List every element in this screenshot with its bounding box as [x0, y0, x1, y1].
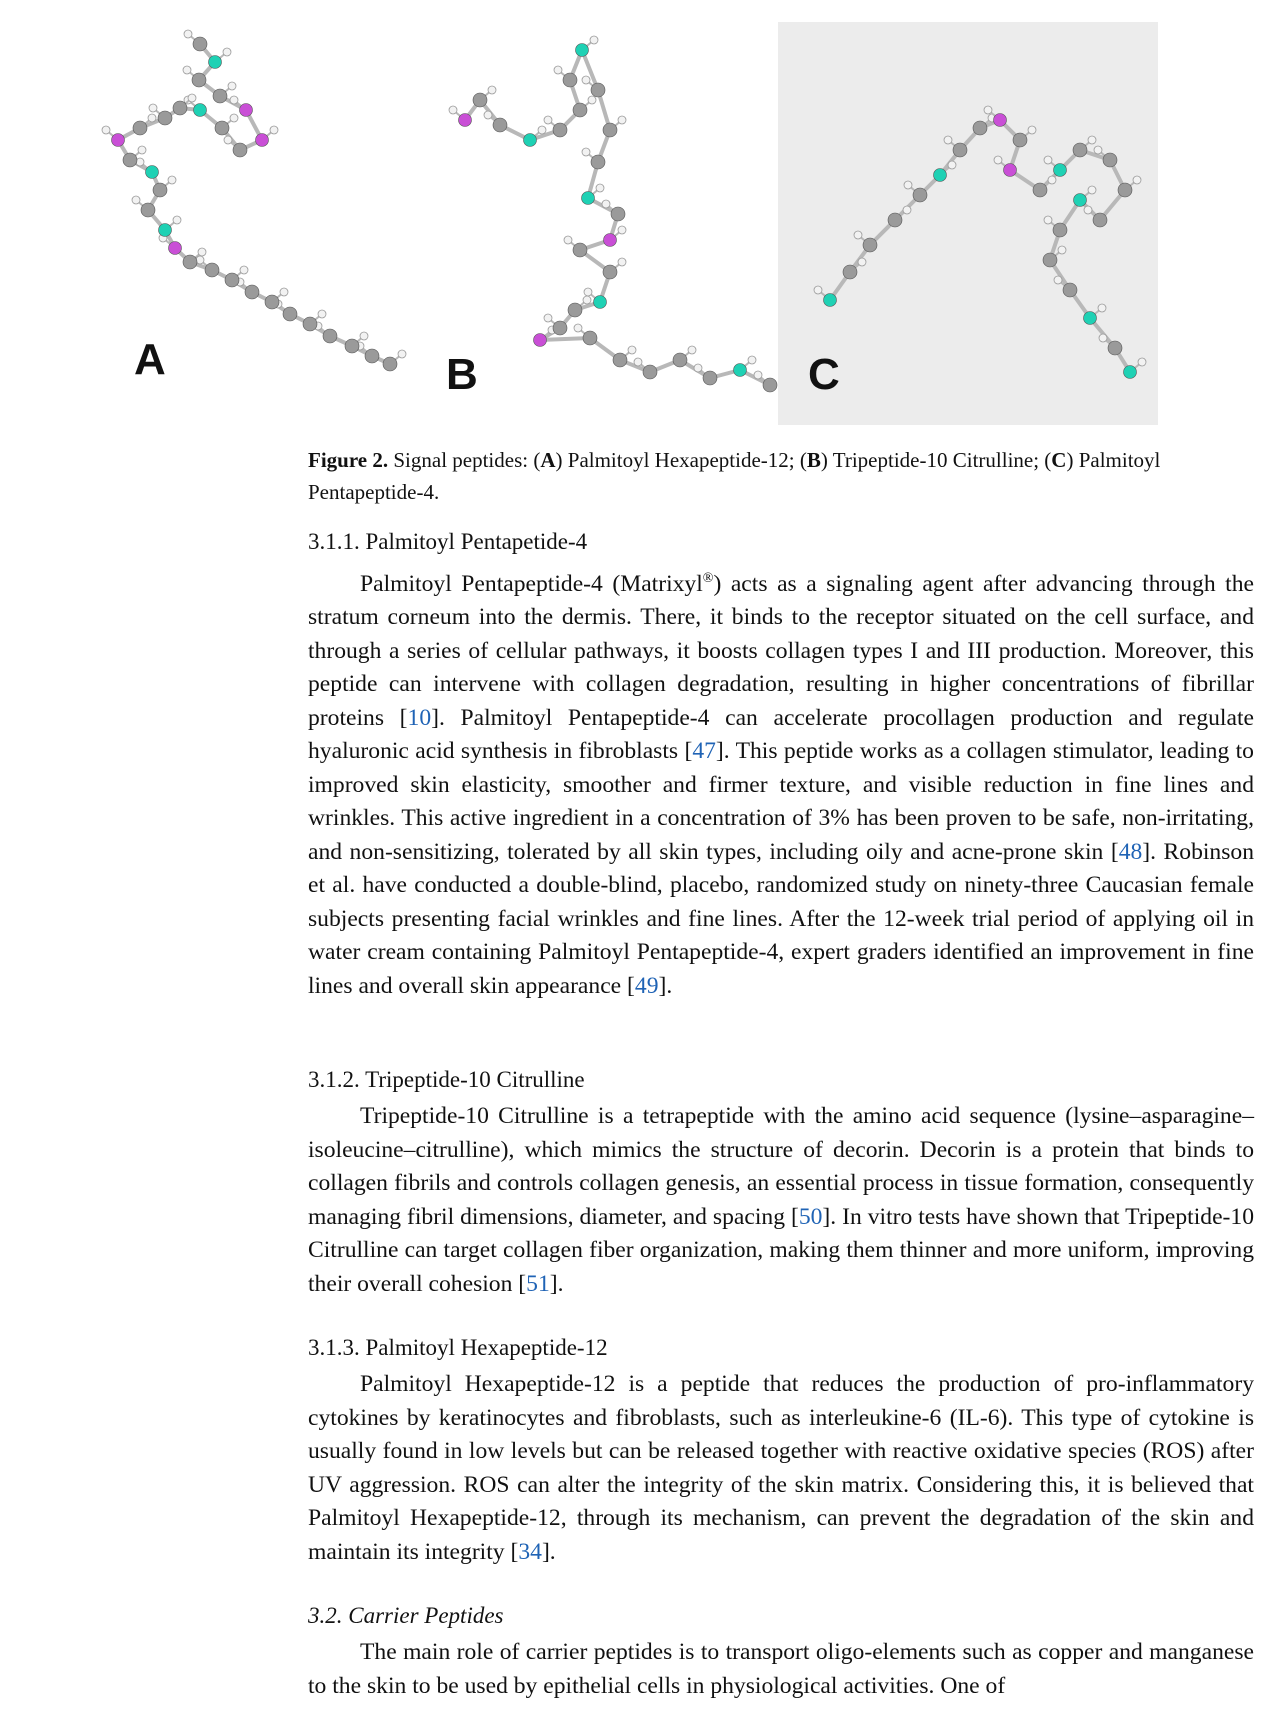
hydrogen-atom	[694, 364, 702, 372]
caption-label: Figure 2.	[308, 448, 389, 472]
carbon-atom	[283, 307, 297, 321]
oxygen-atom	[169, 242, 182, 255]
nitrogen-atom	[934, 169, 947, 182]
carbon-atom	[493, 118, 507, 132]
hydrogen-atom	[574, 324, 582, 332]
hydrogen-atom	[618, 258, 626, 266]
hydrogen-atom	[149, 104, 157, 112]
hydrogen-atom	[688, 346, 696, 354]
carbon-atom	[1118, 183, 1132, 197]
carbon-atom	[205, 263, 219, 277]
carbon-atom	[703, 371, 717, 385]
hydrogen-atom	[184, 30, 192, 38]
carbon-atom	[245, 285, 259, 299]
hydrogen-atom	[318, 310, 326, 318]
hydrogen-atom	[544, 116, 552, 124]
hydrogen-atom	[814, 286, 822, 294]
carbon-atom	[1103, 153, 1117, 167]
carbon-atom	[643, 365, 657, 379]
oxygen-atom	[604, 234, 617, 247]
carbon-atom	[568, 303, 582, 317]
caption-text: ) Tripeptide-10 Citrulline; (	[820, 448, 1052, 472]
hydrogen-atom	[240, 266, 248, 274]
hydrogen-atom	[1098, 304, 1106, 312]
carbon-atom	[158, 111, 172, 125]
paragraph-text: ) acts as a signaling agent after advancing through the stratum corneum into the dermis. There, it binds to the receptor situated on the cell surface, and through a series of cellular pathways, it boosts collagen types I and III production. Moreover, this peptide can intervene with collagen degradation, resulting in higher concentrations of fibrillar proteins [	[308, 570, 1254, 731]
paragraph-3-1-1	[308, 562, 1254, 1003]
carbon-atom	[1063, 283, 1077, 297]
hydrogen-atom	[1028, 126, 1036, 134]
hydrogen-atom	[230, 96, 238, 104]
hydrogen-atom	[994, 156, 1002, 164]
citation-link[interactable]: 51	[526, 1270, 550, 1297]
section-heading-3-1-3: 3.1.3. Palmitoyl Hexapeptide-12	[308, 1335, 608, 1360]
section-heading-3-2: 3.2. Carrier Peptides	[308, 1603, 504, 1628]
citation-link[interactable]: 48	[1118, 838, 1143, 865]
hydrogen-atom	[618, 116, 626, 124]
carbon-atom	[1033, 183, 1047, 197]
oxygen-atom	[534, 334, 547, 347]
hydrogen-atom	[618, 226, 626, 234]
carbon-atom	[591, 155, 605, 169]
section-heading-3-1-2: 3.1.2. Tripeptide-10 Citrulline	[308, 1067, 585, 1092]
hydrogen-atom	[138, 146, 146, 154]
paragraph-text: Palmitoyl Hexapeptide-12 is a peptide that reduces the production of pro-inflammatory cytokines by keratinocytes and fibroblasts, such as interleukine-6 (IL-6). This type of cytokine is usually found in low levels but can be released together with reactive oxidative species (ROS) after UV aggression. ROS can alter the integrity of the skin matrix. Considering this, it is believed that Palmitoyl Hexapeptide-12, through its mechanism, can prevent the degradation of the skin and maintain its integrity [	[308, 1371, 1254, 1565]
carbon-atom	[213, 89, 227, 103]
hydrogen-atom	[102, 126, 110, 134]
hydrogen-atom	[1138, 358, 1146, 366]
carbon-atom	[1073, 143, 1087, 157]
registered-mark: ®	[702, 571, 714, 586]
carbon-atom	[553, 321, 567, 335]
carbon-atom	[141, 203, 155, 217]
carbon-atom	[613, 353, 627, 367]
carbon-atom	[673, 353, 687, 367]
carbon-atom	[225, 273, 239, 287]
hydrogen-atom	[858, 258, 866, 266]
hydrogen-atom	[984, 106, 992, 114]
caption-letter-c: C	[1051, 448, 1067, 472]
carbon-atom	[763, 378, 777, 392]
hydrogen-atom	[168, 176, 176, 184]
hydrogen-atom	[223, 48, 231, 56]
hydrogen-atom	[596, 184, 604, 192]
hydrogen-atom	[564, 236, 572, 244]
paragraph-3-1-3	[308, 1368, 1254, 1569]
paragraph-text: ]. Palmitoyl Pentapeptide-4 can accelerate procollagen production and regulate hyaluronic acid synthesis in fibroblasts [	[308, 704, 1254, 765]
section-heading-3-1-1: 3.1.1. Palmitoyl Pentapetide-4	[308, 529, 588, 554]
hydrogen-atom	[754, 371, 762, 379]
hydrogen-atom	[854, 231, 862, 239]
paragraph-text: ].	[541, 1538, 556, 1565]
hydrogen-atom	[948, 161, 956, 169]
hydrogen-atom	[1044, 216, 1052, 224]
citation-link[interactable]: 49	[634, 972, 659, 999]
carbon-atom	[173, 101, 187, 115]
panel-label-a: A	[134, 335, 166, 384]
carbon-atom	[365, 349, 379, 363]
carbon-atom	[1093, 213, 1107, 227]
hydrogen-atom	[1048, 176, 1056, 184]
carbon-atom	[473, 93, 487, 107]
hydrogen-atom	[488, 86, 496, 94]
hydrogen-atom	[584, 288, 592, 296]
hydrogen-atom	[484, 111, 492, 119]
nitrogen-atom	[146, 166, 159, 179]
hydrogen-atom	[590, 36, 598, 44]
nitrogen-atom	[576, 44, 589, 57]
hydrogen-atom	[183, 66, 191, 74]
paragraph-text: ]. This peptide works as a collagen stimulator, leading to improved skin elasticity, smoother and firmer texture, and visible reduction in fine lines and wrinkles. This active ingredient in a concentration of 3% has been proven to be safe, non-irritating, and non-sensitizing, tolerated by all skin types, including oily and acne-prone skin [	[308, 738, 1254, 865]
carbon-atom	[888, 213, 902, 227]
hydrogen-atom	[582, 148, 590, 156]
nitrogen-atom	[1054, 164, 1067, 177]
carbon-atom	[383, 357, 397, 371]
nitrogen-atom	[1084, 312, 1097, 325]
molecule-a-palmitoyl-hexapeptide-12	[102, 30, 406, 371]
nitrogen-atom	[209, 56, 222, 69]
hydrogen-atom	[198, 248, 206, 256]
nitrogen-atom	[194, 104, 207, 117]
carbon-atom	[913, 188, 927, 202]
caption-text: Signal peptides: (	[388, 448, 541, 472]
hydrogen-atom	[1084, 206, 1092, 214]
oxygen-atom	[112, 134, 125, 147]
nitrogen-atom	[524, 134, 537, 147]
paragraph-3-1-2	[308, 1100, 1254, 1301]
nitrogen-atom	[159, 224, 172, 237]
carbon-atom	[1053, 223, 1067, 237]
paragraph-text: The main role of carrier peptides is to transport oligo-elements such as copper and manganese to the skin to be used by epithelial cells in physiological activities. One of	[308, 1639, 1254, 1699]
carbon-atom	[1013, 133, 1027, 147]
caption-letter-a: A	[540, 448, 556, 472]
citation-link[interactable]: 50	[798, 1203, 823, 1230]
hydrogen-atom	[188, 94, 196, 102]
carbon-atom	[1108, 341, 1122, 355]
hydrogen-atom	[903, 206, 911, 214]
hydrogen-atom	[634, 358, 642, 366]
bond	[540, 338, 590, 340]
oxygen-atom	[240, 104, 253, 117]
carbon-atom	[193, 37, 207, 51]
hydrogen-atom	[132, 196, 140, 204]
hydrogen-atom	[1088, 136, 1096, 144]
carbon-atom	[192, 73, 206, 87]
caption-text: ) Palmitoyl Pentapeptide-4.	[308, 448, 1161, 504]
hydrogen-atom	[148, 114, 156, 122]
paragraph-text: ]. In vitro tests have shown that Tripeptide-10 Citrulline can target collagen fiber organization, making them thinner and more uniform, improving their overall cohesion [	[308, 1203, 1254, 1297]
hydrogen-atom	[398, 350, 406, 358]
carbon-atom	[553, 123, 567, 137]
hydrogen-atom	[280, 288, 288, 296]
hydrogen-atom	[544, 314, 552, 322]
hydrogen-atom	[1099, 334, 1107, 342]
nitrogen-atom	[1074, 194, 1087, 207]
nitrogen-atom	[734, 364, 747, 377]
carbon-atom	[573, 243, 587, 257]
paragraph-text: ].	[549, 1270, 564, 1297]
carbon-atom	[123, 153, 137, 167]
paragraph-text: Tripeptide-10 Citrulline is a tetrapeptide with the amino acid sequence (lysine–asparagine–isoleucine–citrulline), which mimics the structure of decorin. Decorin is a protein that binds to collagen fibrils and controls collagen genesis, an essential process in tissue formation, consequently managing fibril dimensions, diameter, and spacing [	[308, 1103, 1254, 1230]
figure-2-molecules	[0, 0, 1271, 440]
hydrogen-atom	[173, 216, 181, 224]
carbon-atom	[215, 121, 229, 135]
carbon-atom	[573, 103, 587, 117]
panel-label-c: C	[808, 350, 840, 399]
nitrogen-atom	[824, 294, 837, 307]
caption-text: ) Palmitoyl Hexapeptide-12; (	[555, 448, 807, 472]
hydrogen-atom	[628, 346, 636, 354]
citation-link[interactable]: 34	[518, 1538, 542, 1565]
figure-caption	[308, 444, 1254, 508]
carbon-atom	[973, 121, 987, 135]
molecule-b-tripeptide-10-citrulline	[449, 36, 777, 392]
carbon-atom	[345, 339, 359, 353]
hydrogen-atom	[588, 96, 596, 104]
carbon-atom	[603, 265, 617, 279]
hydrogen-atom	[1133, 176, 1141, 184]
hydrogen-atom	[360, 332, 368, 340]
hydrogen-atom	[1044, 156, 1052, 164]
carbon-atom	[265, 295, 279, 309]
hydrogen-atom	[602, 200, 610, 208]
oxygen-atom	[1004, 164, 1017, 177]
nitrogen-atom	[582, 192, 595, 205]
hydrogen-atom	[748, 356, 756, 364]
hydrogen-atom	[230, 114, 238, 122]
hydrogen-atom	[1088, 186, 1096, 194]
carbon-atom	[583, 331, 597, 345]
caption-letter-b: B	[806, 448, 821, 472]
carbon-atom	[133, 121, 147, 135]
panel-label-b: B	[446, 350, 478, 399]
paragraph-text: Palmitoyl Pentapeptide-4 (Matrixyl	[360, 570, 703, 597]
hydrogen-atom	[1054, 276, 1062, 284]
hydrogen-atom	[224, 136, 232, 144]
carbon-atom	[1043, 253, 1057, 267]
carbon-atom	[953, 143, 967, 157]
hydrogen-atom	[583, 296, 591, 304]
carbon-atom	[183, 255, 197, 269]
citation-link[interactable]: 10	[407, 704, 432, 731]
carbon-atom	[603, 123, 617, 137]
carbon-atom	[611, 207, 625, 221]
hydrogen-atom	[1058, 246, 1066, 254]
hydrogen-atom	[228, 82, 236, 90]
nitrogen-atom	[1124, 366, 1137, 379]
hydrogen-atom	[582, 76, 590, 84]
oxygen-atom	[994, 114, 1007, 127]
carbon-atom	[863, 238, 877, 252]
hydrogen-atom	[270, 126, 278, 134]
hydrogen-atom	[944, 136, 952, 144]
carbon-atom	[303, 317, 317, 331]
paragraph-text: ].	[658, 972, 673, 999]
carbon-atom	[153, 183, 167, 197]
hydrogen-atom	[1094, 146, 1102, 154]
carbon-atom	[563, 73, 577, 87]
hydrogen-atom	[538, 126, 546, 134]
carbon-atom	[323, 329, 337, 343]
paragraph-text: ]. Robinson et al. have conducted a double-blind, placebo, randomized study on ninety-three Caucasian female subjects presenting facial wrinkles and fine lines. After the 12-week trial period of applying oil in water cream containing Palmitoyl Pentapeptide-4, expert graders identified an improvement in fine lines and overall skin appearance [	[308, 838, 1254, 999]
oxygen-atom	[256, 134, 269, 147]
citation-link[interactable]: 47	[692, 738, 716, 765]
hydrogen-atom	[904, 181, 912, 189]
carbon-atom	[591, 83, 605, 97]
hydrogen-atom	[554, 66, 562, 74]
nitrogen-atom	[594, 296, 607, 309]
oxygen-atom	[459, 114, 472, 127]
paragraph-3-2	[308, 1636, 1254, 1703]
hydrogen-atom	[449, 106, 457, 114]
carbon-atom	[843, 265, 857, 279]
carbon-atom	[233, 143, 247, 157]
